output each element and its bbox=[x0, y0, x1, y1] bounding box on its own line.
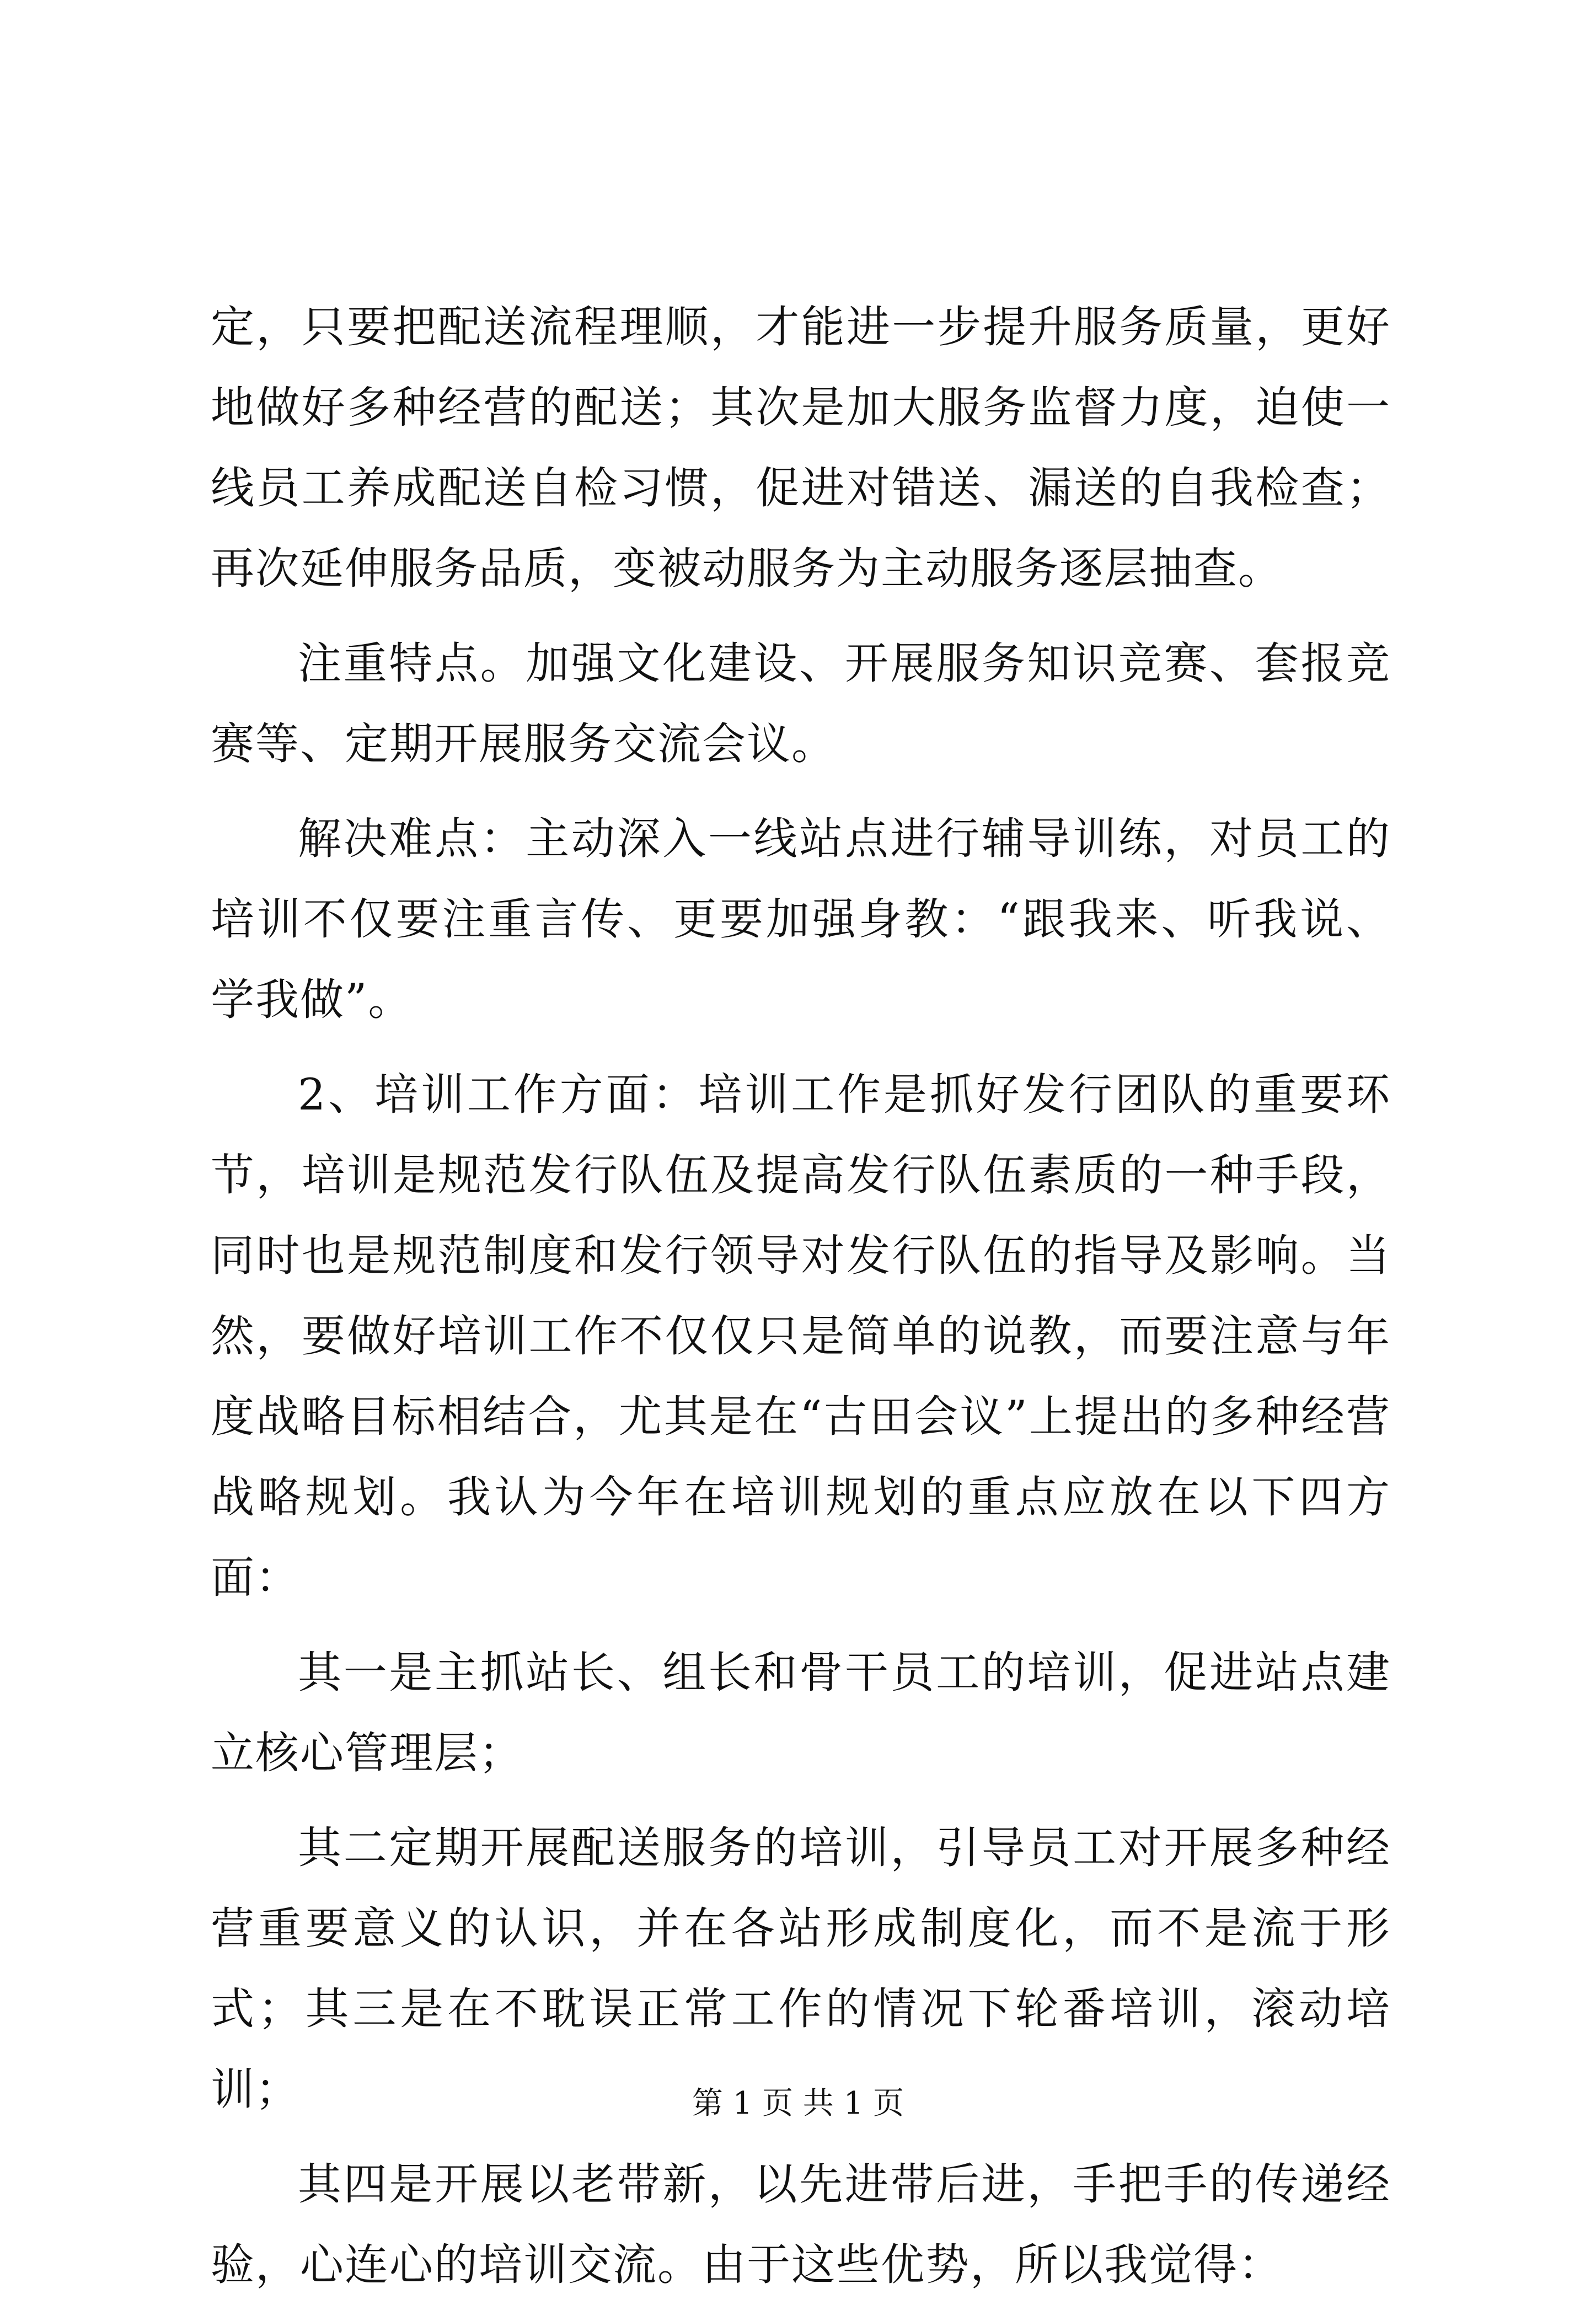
document-body bbox=[211, 287, 1391, 2305]
paragraph-focus-features: 注重特点。加强文化建设、开展服务知识竞赛、套报竞赛等、定期开展服务交流会议。 bbox=[211, 638, 1391, 769]
paragraph-continued: 定，只要把配送流程理顺，才能进一步提升服务质量，更好地做好多种经营的配送；其次是加大服务监督力度，迫使一线员工养成配送自检习惯，促进对错送、漏送的自我检查；再次延伸服务品质，变被动服务为主动服务逐层抽查。 bbox=[211, 302, 1391, 594]
paragraph-training-work: 2、培训工作方面：培训工作是抓好发行团队的重要环节，培训是规范发行队伍及提高发行队伍素质的一种手段，同时也是规范制度和发行领导对发行队伍的指导及影响。当然，要做好培训工作不仅仅只是简单的说教，而要注意与年度战略目标相结合，尤其是在“古田会议”上提出的多种经营战略规划。我认为今年在培训规划的重点应放在以下四方面： bbox=[211, 1069, 1391, 1603]
page-footer bbox=[0, 2079, 1596, 2123]
paragraph-training-point-one: 其一是主抓站长、组长和骨干员工的培训，促进站点建立核心管理层； bbox=[211, 1647, 1391, 1778]
page-number-label: 第 1 页 共 1 页 bbox=[692, 2086, 904, 2121]
paragraph-solve-difficulties: 解决难点：主动深入一线站点进行辅导训练，对员工的培训不仅要注重言传、更要加强身教：“跟我来、听我说、学我做”。 bbox=[211, 813, 1391, 1025]
paragraph-training-point-four: 其四是开展以老带新，以先进带后进，手把手的传递经验，心连心的培训交流。由于这些优势，所以我觉得： bbox=[211, 2159, 1391, 2290]
paragraph-training-point-two-three: 其二定期开展配送服务的培训，引导员工对开展多种经营重要意义的认识，并在各站形成制度化，而不是流于形式；其三是在不耽误正常工作的情况下轮番培训，滚动培训； bbox=[211, 1822, 1391, 2115]
